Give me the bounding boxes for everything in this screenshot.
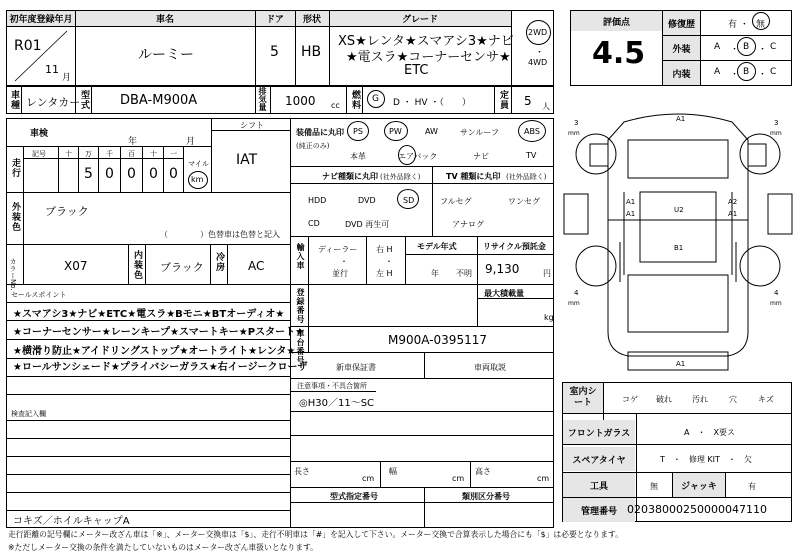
color-code-value: X07 — [64, 259, 88, 273]
car-name-value: ルーミー — [138, 47, 194, 63]
mileage-sym-label: 記号 — [32, 150, 46, 158]
inspector-value: コキズ／ホイルキャップA — [13, 516, 130, 527]
interior-color-value: ブラック — [160, 261, 204, 274]
digit-2: 0 — [105, 166, 114, 182]
shift-value: IAT — [236, 152, 258, 168]
seat-opt-1: 破れ — [656, 395, 672, 404]
first-reg-month: 11 — [45, 63, 59, 76]
notes-label: 注意事項・不具合箇所 — [297, 382, 367, 390]
ext-grade-b: B — [743, 42, 750, 52]
digit-header-3: 百 — [128, 150, 135, 158]
mgmt-value: 02038000250000047110 — [627, 503, 767, 516]
model-year-label: モデル年式 — [417, 242, 457, 251]
ext-grade-a: A — [714, 42, 721, 52]
tv-sub: (社外品除く) — [506, 173, 547, 181]
width-label: 幅 — [389, 467, 397, 476]
tire-front-right — [740, 134, 780, 174]
color-label: 外装色 — [10, 202, 20, 232]
sales-label: セールスポイント — [11, 291, 67, 299]
width-unit: cm — [452, 474, 465, 483]
navi-sd: SD — [403, 196, 415, 205]
class-number-label: 類別区分番号 — [462, 492, 510, 501]
tire-rear-right — [740, 246, 780, 286]
equip-sunroof: サンルーフ — [460, 128, 499, 137]
int-grade-a: A — [714, 67, 721, 77]
car-damage-diagram — [562, 100, 794, 375]
displacement-value: 1000 — [285, 94, 316, 108]
model-value: DBA-M900A — [120, 93, 198, 108]
unit-mile: マイル — [188, 160, 209, 168]
mgmt-label: 管理番号 — [563, 498, 635, 522]
spare-value: T ・ 修理 KIT ・ 欠 — [660, 455, 752, 464]
mark-left-door: A1 — [626, 210, 636, 218]
height-unit: cm — [537, 474, 550, 483]
ext-dot-1: ・ — [730, 45, 740, 55]
inspection-year: 年 — [128, 137, 138, 147]
seat-opt-4: キズ — [758, 395, 774, 404]
equip-abs: ABS — [524, 127, 540, 136]
digit-5: 0 — [169, 166, 178, 182]
navi-dvd: DVD — [358, 196, 376, 205]
interior-color-label: 内装色 — [132, 250, 142, 280]
tire-label-rr: 4 — [774, 289, 779, 297]
ext-dot-2: ・ — [758, 45, 768, 55]
equip-ps: PS — [353, 127, 363, 136]
digit-header-0: 十 — [65, 150, 72, 158]
recycle-unit: 円 — [543, 269, 551, 278]
sales-line-2: ★コーナーセンサー★レーンキープ★スマートキー★Pスタート★ — [13, 327, 305, 338]
tv-fullseg: フルセグ — [440, 197, 472, 206]
digit-header-2: 千 — [106, 150, 113, 158]
seat-opt-0: コゲ — [622, 395, 638, 404]
equip-aw: AW — [425, 127, 438, 136]
digit-1: 5 — [84, 166, 93, 182]
fuel-label: 燃料 — [350, 90, 360, 110]
car-body-outline — [608, 114, 748, 356]
left-mirror — [590, 144, 608, 166]
first-reg-header: 初年度登録年月 — [7, 11, 75, 26]
seat-label: 室内シート — [563, 383, 603, 413]
navi-sub: (社外品除く) — [380, 173, 421, 181]
drive-dot: ・ — [535, 48, 545, 58]
import-dot-1: ・ — [340, 257, 348, 266]
equip-airbag: エアバック — [398, 152, 438, 161]
grade-line-1: XS★レンタ★スマアシ3★ナビ — [338, 34, 514, 49]
repair-options: 有 ・ — [728, 20, 749, 30]
recycle-value: 9,130 — [485, 262, 520, 276]
import-right: 右 H — [376, 245, 393, 254]
seat-opt-2: 汚れ — [692, 395, 708, 404]
footer-line-1: 走行距離の記号欄にメーター改ざん車は「※」、メーター交換車は「$」、走行不明車は「#」を記入して下さい。メーター交換で合算表示した場合にも「$」は必要となります。 — [8, 530, 623, 539]
equip-pw: PW — [389, 127, 402, 136]
color-value: ブラック — [45, 205, 89, 218]
length-label: 長さ — [294, 467, 310, 476]
score-value: 4.5 — [592, 36, 646, 71]
tv-label: TV 種類に丸印 — [446, 172, 501, 181]
sales-line-1: ★スマアシ3★ナビ★ETC★電スラ★Bモニ★BTオーディオ★ — [13, 309, 285, 320]
car-name-header: 車名 — [75, 11, 255, 26]
car-hood-line — [628, 140, 728, 178]
chassis-label: 車台番号 — [296, 329, 305, 365]
import-dealer: ディーラー — [318, 245, 358, 254]
tire-unit-rr: mm — [770, 300, 782, 307]
type-number-label: 型式指定番号 — [330, 492, 378, 501]
inspection-label: 車検 — [30, 129, 49, 139]
mark-right-door: A1 — [728, 210, 738, 218]
capacity-value: 5 — [524, 94, 532, 108]
warranty-label: 新車保証書 — [336, 363, 376, 372]
import-label: 輸入車 — [296, 243, 305, 270]
tire-front-left — [576, 134, 616, 174]
body-value: HB — [301, 44, 322, 60]
tire-rear-left — [576, 246, 616, 286]
first-reg-era: R01 — [14, 38, 42, 54]
tire-unit-rl: mm — [568, 300, 580, 307]
unit-km: km — [191, 175, 204, 184]
fuel-selected: G — [372, 94, 379, 104]
capacity-unit: 人 — [542, 102, 550, 111]
tire-label-fr: 3 — [774, 119, 779, 127]
type-value: レンタカー — [26, 96, 81, 109]
mark-rear: B1 — [674, 244, 684, 252]
sales-line-3: ★横滑り防止★アイドリングストップ★オートライト★レンタ★ — [13, 346, 296, 357]
import-parallel: 並行 — [332, 269, 348, 278]
int-dot-1: ・ — [730, 70, 740, 80]
repair-label: 修復歴 — [663, 11, 700, 35]
shift-label: シフト — [240, 121, 264, 130]
interior-label: 内装 — [663, 61, 700, 85]
equip-leather: 本革 — [350, 152, 366, 161]
ac-value: AC — [248, 259, 265, 273]
jack-value: 有 — [748, 482, 756, 491]
mark-front: A1 — [676, 115, 686, 123]
tools-value: 無 — [650, 482, 658, 491]
seat-opt-3: 穴 — [729, 395, 737, 404]
height-label: 高さ — [475, 467, 491, 476]
equip-tv: TV — [526, 151, 537, 160]
car-rear — [628, 275, 728, 332]
tire-label-fl: 3 — [574, 119, 579, 127]
equipment-label: 装備品に丸印 — [296, 128, 344, 137]
ext-grade-c: C — [770, 42, 777, 52]
model-year-unknown: 不明 — [456, 269, 472, 278]
inspector-label: 検査記入欄 — [11, 410, 46, 418]
tv-oneseg: ワンセグ — [508, 197, 540, 206]
tools-label: 工具 — [563, 473, 635, 497]
displacement-label: 排気量 — [258, 87, 267, 111]
type-label: 車種 — [9, 90, 19, 110]
int-grade-b: B — [743, 67, 750, 77]
navi-cd: CD — [308, 219, 320, 228]
fuel-options: D ・ HV ・（ ） — [393, 98, 471, 108]
score-header: 評価点 — [571, 11, 662, 31]
mark-left-fender: A1 — [626, 198, 636, 206]
doors-header: ドア — [255, 11, 295, 26]
month-unit: 月 — [62, 73, 72, 83]
import-left: 左 H — [376, 269, 393, 278]
mark-bumper: A1 — [676, 360, 686, 368]
length-unit: cm — [362, 474, 375, 483]
equip-navi: ナビ — [473, 152, 489, 161]
tire-label-rl: 4 — [574, 289, 579, 297]
doors-value: 5 — [270, 44, 279, 60]
inspection-month: 月 — [186, 137, 196, 147]
repair-selected: 無 — [756, 20, 766, 30]
glass-value: A ・ X要ス — [684, 428, 735, 437]
glass-label: フロントガラス — [563, 420, 635, 444]
footer-line-2: ※ただしメーター交換の条件を満たしていないものはメーター改ざん車扱いとなります。 — [8, 543, 318, 552]
registration-label: 登録番号 — [296, 288, 305, 324]
spare-label: スペアタイヤ — [563, 447, 635, 471]
mark-right-fender: A2 — [728, 198, 738, 206]
grade-line-2: ★電スラ★コーナーセンサ★ — [346, 50, 511, 65]
digit-header-4: 十 — [150, 150, 157, 158]
digit-4: 0 — [149, 166, 158, 182]
ac-label: 冷房 — [214, 252, 224, 272]
tire-unit-fl: mm — [568, 130, 580, 137]
tv-analog: アナログ — [452, 220, 484, 229]
color-code-label: カラーNo. — [9, 258, 17, 291]
notes-value: ◎H30／11～SC — [299, 398, 375, 409]
displacement-unit: cc — [331, 101, 340, 110]
tire-unit-fr: mm — [770, 130, 782, 137]
jack-label: ジャッキ — [673, 473, 725, 497]
grade-line-3: ETC — [404, 63, 429, 78]
drive-4wd: 4WD — [528, 58, 548, 67]
equipment-sub: (純正のみ) — [296, 142, 330, 150]
capacity-label: 定員 — [498, 90, 508, 110]
max-load-label: 最大積載量 — [484, 289, 524, 298]
import-dot-2: ・ — [385, 257, 393, 266]
mark-roof: U2 — [674, 206, 684, 214]
model-label: 型式 — [79, 90, 89, 110]
repaint-note: （ ）色替車は色替と記入 — [160, 230, 280, 239]
digit-header-5: 一 — [170, 150, 177, 158]
body-header: 形状 — [295, 11, 329, 26]
manual-label: 車両取説 — [474, 363, 506, 372]
digit-header-1: 万 — [85, 150, 92, 158]
digit-3: 0 — [127, 166, 136, 182]
int-dot-2: ・ — [758, 70, 768, 80]
mileage-label: 走行 — [10, 158, 20, 178]
max-load-unit: kg — [544, 313, 554, 322]
recycle-label: リサイクル預託金 — [483, 242, 546, 251]
sales-line-4: ★ロールサンシェード★プライバシーガラス★右イージークローザ — [13, 362, 308, 373]
drive-2wd: 2WD — [528, 28, 548, 37]
exterior-label: 外装 — [663, 36, 700, 60]
right-mirror — [748, 144, 766, 166]
chassis-value: M900A-0395117 — [388, 333, 487, 347]
navi-dvd-play: DVD 再生可 — [345, 220, 390, 229]
navi-label: ナビ種類に丸印 — [322, 172, 378, 181]
int-grade-c: C — [770, 67, 777, 77]
navi-hdd: HDD — [308, 196, 327, 205]
model-year-year: 年 — [431, 269, 439, 278]
grade-header: グレード — [329, 11, 511, 26]
